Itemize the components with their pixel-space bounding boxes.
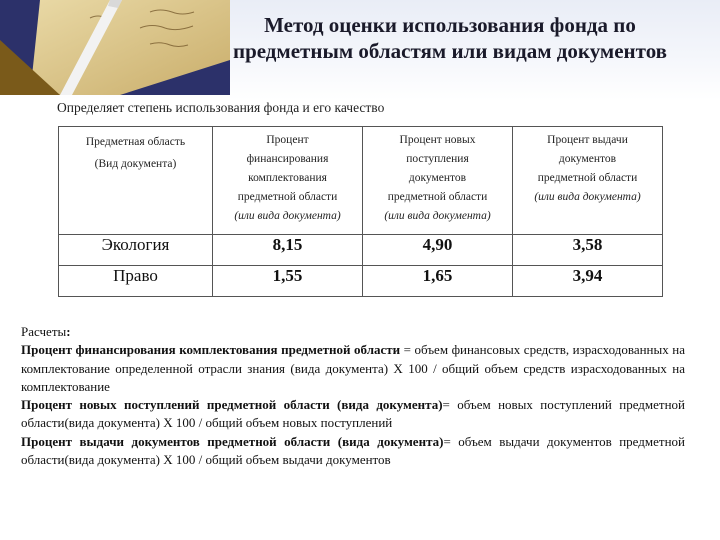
header-line: поступления [406,153,469,165]
formula-term: Процент финансирования комплектования предметной области [21,342,401,358]
formula-term: Процент новых поступлений предметной области (вида документа) [21,397,443,413]
calc-heading-colon: : [66,324,71,339]
header-line: комплектования [248,172,327,184]
row-financing-value: 8,15 [213,235,363,266]
header-line: финансирования [246,153,329,165]
header-subject-area [59,127,213,235]
title-line-1: Метод оценки использования фонда по [264,13,636,37]
title-line-2: предметным областям или видам документов [232,39,668,63]
formula-definition: = объем выдачи документов предметной области(вида документа) Х 100 / общий объем выдачи документов [21,433,685,468]
header-line: Процент новых [399,134,476,146]
header-line: предметной области [387,191,488,203]
table-row [59,235,663,266]
subtitle: Определяет степень использования фонда и его качество [57,100,385,115]
row-subject-name: Экология [59,235,213,266]
formula-term: Процент выдачи документов предметной области (вида документа) [21,433,444,449]
calculations-section [21,323,685,469]
header-line: (или вида документа) [234,210,341,222]
header-new-acquisitions-percent [363,127,513,235]
header-line: документов [558,153,617,165]
header-line: Процент [266,134,309,146]
header-line: (или вида документа) [384,210,491,222]
formula-definition: = объем финансовых средств, израсходованных на комплектование определенной отрасли знания (вида документа) Х 100 / общий объем средств израсходованных на комплектование [21,342,685,394]
calc-formula-issue [21,433,685,470]
header-line: документов [408,172,467,184]
calc-formula-new-acquisitions [21,396,685,433]
row-financing-value: 1,55 [213,266,363,297]
fund-usage-table [58,126,663,297]
header-line: (Вид документа) [94,158,177,170]
header-line: предметной области [237,191,338,203]
row-new-value: 1,65 [363,266,513,297]
calc-heading [21,323,685,341]
calc-formula-financing [21,341,685,396]
formula-definition: = объем новых поступлений предметной области(вида документа) Х 100 / общий объем новых поступлений [21,397,686,431]
row-issue-value: 3,94 [513,266,663,297]
calc-heading-text: Расчеты [21,324,67,339]
table-row [59,266,663,297]
header-financing-percent [213,127,363,235]
header-line: предметной области [537,172,638,184]
header-line: Процент выдачи [547,134,628,146]
header-line: Предметная область [85,136,186,148]
table-header-row [59,127,663,235]
header-issue-percent [513,127,663,235]
row-issue-value: 3,58 [513,235,663,266]
row-new-value: 4,90 [363,235,513,266]
row-subject-name: Право [59,266,213,297]
header-line: (или вида документа) [534,191,641,203]
page-title [180,12,720,64]
